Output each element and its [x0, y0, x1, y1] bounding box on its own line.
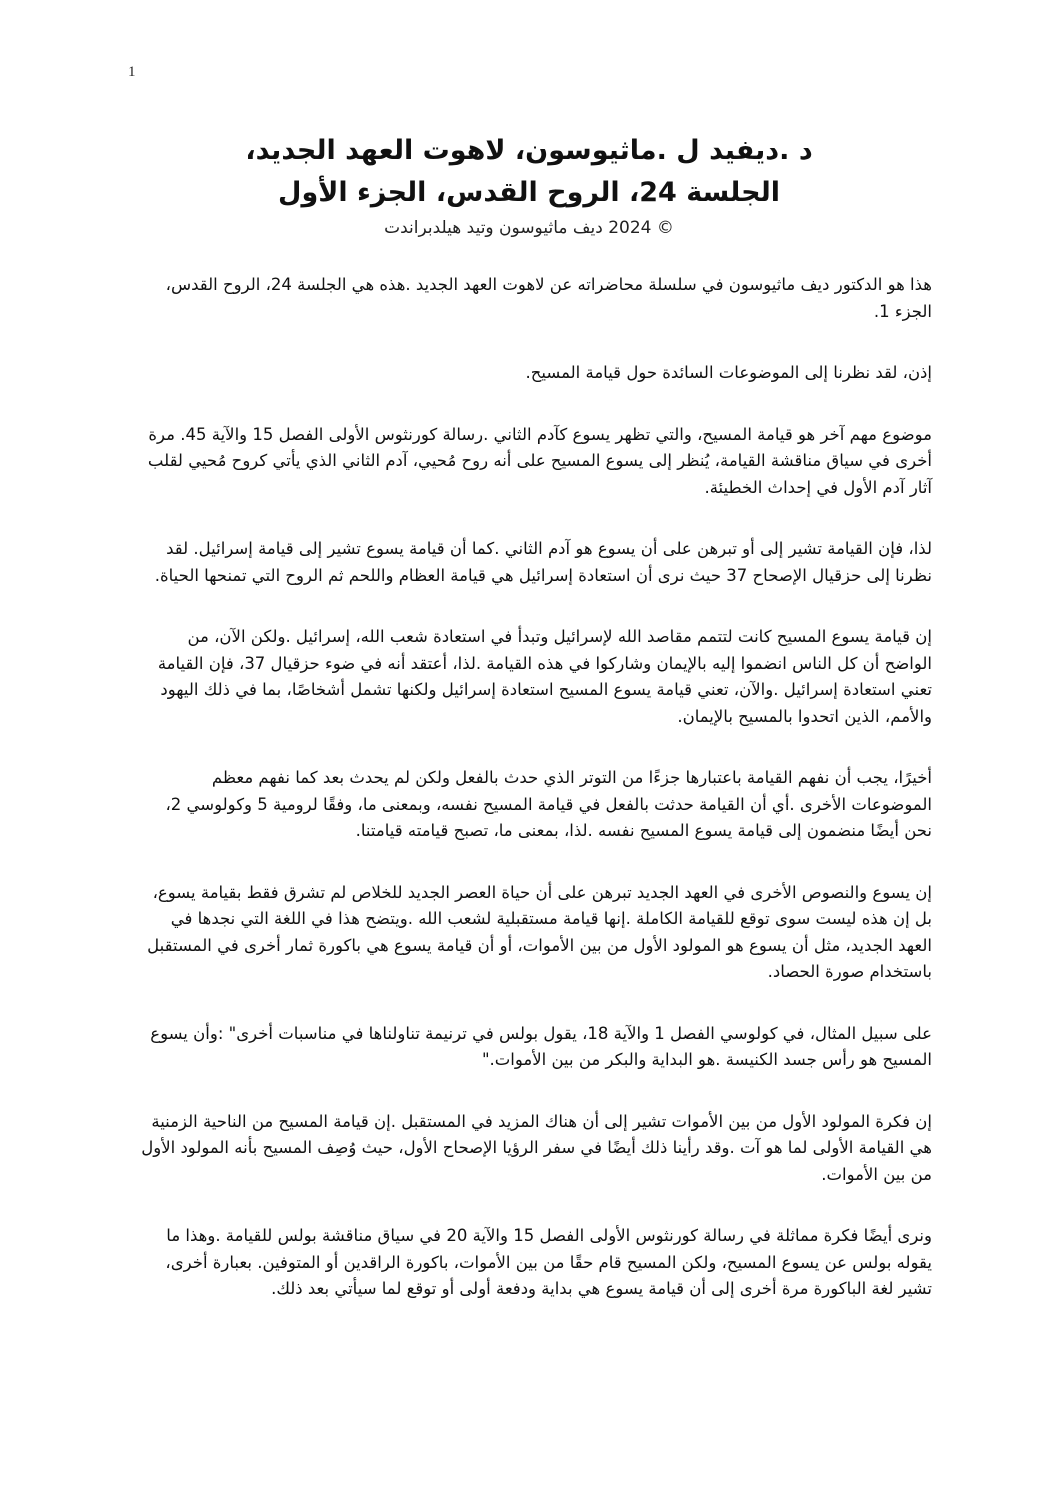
paragraph: لذا، فإن القيامة تشير إلى أو تبرهن على أن يسوع هو آدم الثاني .كما أن قيامة يسوع تشير إلى قيامة إسرائيل. لقد نظرنا إلى حزقيال الإصحاح 37 حيث نرى أن استعادة إسرائيل هي قيامة العظام واللحم ثم الروح التي تمنحها الحياة. [154, 539, 932, 585]
paragraph: إن يسوع والنصوص الأخرى في العهد الجديد تبرهن على أن حياة العصر الجديد للخلاص لم تشرق فقط بقيامة يسوع، بل إن هذه ليست سوى توقع للقيامة الكاملة .إنها قيامة مستقبلية لشعب الله .ويتضح هذا في اللغة التي نجدها في العهد الجديد، مثل أن يسوع هو المولود الأول من بين الأموات، أو أن قيامة يسوع هي باكورة ثمار أخرى في المستقبل باستخدام صورة الحصاد. [147, 882, 932, 981]
session-title: الجلسة 24، الروح القدس، الجزء الأول [278, 177, 780, 208]
paragraph: هذا هو الدكتور ديف ماثيوسون في سلسلة محاضراته عن لاهوت العهد الجديد .هذه هي الجلسة 24، الروح القدس، الجزء 1. [165, 275, 932, 321]
document-body [136, 272, 932, 1338]
paragraph: إن فكرة المولود الأول من بين الأموات تشير إلى أن هناك المزيد في المستقبل .إن قيامة المسيح من الناحية الزمنية هي القيامة الأولى لما هو آت .وقد رأينا ذلك أيضًا في سفر الرؤيا الإصحاح الأول، حيث وُصِف المسيح بأنه المولود الأول من بين الأموات. [141, 1111, 932, 1184]
paragraph: أخيرًا، يجب أن نفهم القيامة باعتبارها جزءًا من التوتر الذي حدث بالفعل ولكن لم يحدث بعد كما نفهم معظم الموضوعات الأخرى .أي أن القيامة حدثت بالفعل في قيامة المسيح نفسه، وبمعنى ما، وفقًا لرومية 5 وكولوسي 2، نحن أيضًا منضمون إلى قيامة يسوع المسيح نفسه .لذا، بمعنى ما، تصبح قيامته قيامتنا. [165, 768, 932, 840]
paragraph: إذن، لقد نظرنا إلى الموضوعات السائدة حول قيامة المسيح. [525, 363, 932, 382]
paragraph: موضوع مهم آخر هو قيامة المسيح، والتي تظهر يسوع كآدم الثاني .رسالة كورنثوس الأولى الفصل 15 والآية 45. مرة أخرى في سياق مناقشة القيامة، يُنظر إلى يسوع المسيح على أنه روح مُحيي، آدم الثاني الذي يأتي كروح مُحيي لقلب آثار آدم الأول في إحداث الخطيئة. [147, 424, 932, 497]
document-header [100, 130, 958, 240]
copyright-notice: © 2024 ديف ماثيوسون وتيد هيلدبراندت [384, 218, 674, 238]
page-number: 1 [128, 64, 136, 80]
paragraph: على سبيل المثال، في كولوسي الفصل 1 والآية 18، يقول بولس في ترنيمة تناولناها في مناسبات أخرى" :وأن يسوع المسيح هو رأس جسد الكنيسة .هو البداية والبكر من بين الأموات." [150, 1023, 932, 1069]
paragraph: ونرى أيضًا فكرة مماثلة في رسالة كورنثوس الأولى الفصل 15 والآية 20 في سياق مناقشة بولس للقيامة .وهذا ما يقوله بولس عن يسوع المسيح، ولكن المسيح قام حقًا من بين الأموات، باكورة الراقدين أو المتوفين. بعبارة أخرى، تشير لغة الباكورة مرة أخرى إلى أن قيامة يسوع هي بداية ودفعة أولى أو توقع لما سيأتي بعد ذلك. [165, 1226, 932, 1298]
document-title: د .ديفيد ل .ماثيوسون، لاهوت العهد الجديد، [245, 135, 813, 166]
paragraph: إن قيامة يسوع المسيح كانت لتتمم مقاصد الله لإسرائيل وتبدأ في استعادة شعب الله، إسرائيل .ولكن الآن، من الواضح أن كل الناس انضموا إليه بالإيمان وشاركوا في هذه القيامة .لذا، أعتقد أنه في ضوء حزقيال 37، فإن القيامة تعني استعادة إسرائيل .والآن، تعني قيامة يسوع المسيح استعادة إسرائيل ولكنها تشمل أشخاصًا، بما في ذلك اليهود والأمم، الذين اتحدوا بالمسيح بالإيمان. [157, 627, 932, 726]
